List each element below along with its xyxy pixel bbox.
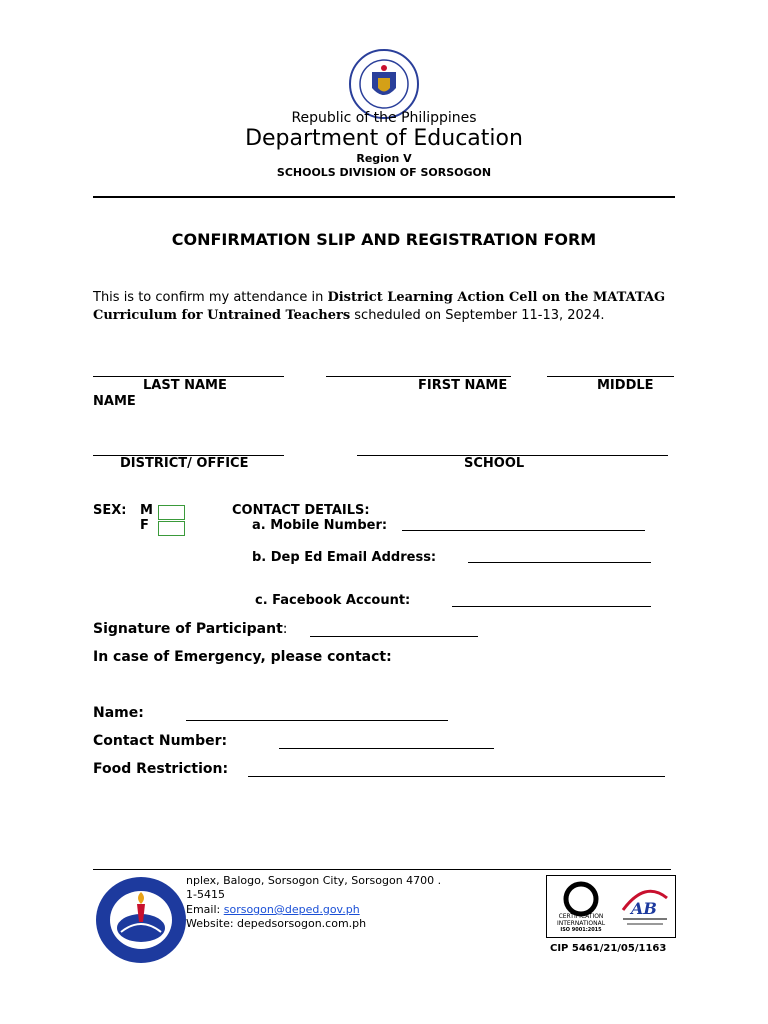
middle-label: MIDDLE [597, 378, 654, 393]
mobile-line[interactable] [402, 530, 645, 531]
intro-paragraph [93, 289, 693, 325]
intro-event-1: District Learning Action Cell on the MATATAG [327, 290, 666, 305]
sex-f-checkbox[interactable] [158, 521, 185, 536]
first-name-line[interactable] [326, 376, 511, 377]
intro-pre: This is to confirm my attendance in [93, 290, 328, 305]
signature-line[interactable] [310, 636, 478, 637]
division-logo [95, 876, 187, 964]
sex-label: SEX: [93, 503, 127, 518]
emergency-name-label: Name: [93, 705, 144, 721]
first-name-label: FIRST NAME [418, 378, 508, 393]
division-line: SCHOOLS DIVISION OF SORSOGON [276, 166, 492, 179]
cert-code: CIP 5461/21/05/1163 [550, 943, 667, 954]
last-name-label: LAST NAME [143, 378, 227, 393]
jab-accreditation-icon [617, 880, 673, 932]
footer-website: Website: depedsorsogon.com.ph [186, 917, 367, 930]
footer-address: nplex, Balogo, Sorsogon City, Sorsogon 4700 . [186, 874, 442, 887]
footer-divider [93, 869, 671, 870]
form-title: CONFIRMATION SLIP AND REGISTRATION FORM [171, 230, 597, 249]
contact-number-line[interactable] [279, 748, 494, 749]
svg-text:AB: AB [631, 899, 657, 918]
email-line[interactable] [468, 562, 651, 563]
footer-email-line [186, 903, 360, 916]
emergency-heading: In case of Emergency, please contact: [93, 649, 392, 665]
email-label: b. Dep Ed Email Address: [252, 550, 437, 565]
signature-label-text: Signature of Participant [93, 621, 283, 637]
footer-email-label: Email: [186, 903, 224, 916]
facebook-line[interactable] [452, 606, 651, 607]
certification-badge [546, 875, 676, 938]
sex-m-label: M [140, 503, 153, 518]
header-divider [93, 196, 675, 198]
contact-details-label: CONTACT DETAILS: [232, 503, 370, 518]
name-label-wrap: NAME [93, 394, 136, 409]
cert-text-2: INTERNATIONAL [556, 920, 606, 927]
last-name-line[interactable] [93, 376, 284, 377]
signature-colon: : [282, 621, 288, 637]
signature-label [93, 621, 288, 637]
intro-event-2: Curriculum for Untrained Teachers [93, 308, 351, 323]
cert-text-1: CERTIFICATION [558, 913, 604, 920]
region-line: Region V [356, 152, 412, 165]
cert-text-3: ISO 9001:2015 [560, 927, 602, 933]
emergency-name-line[interactable] [186, 720, 448, 721]
republic-line: Republic of the Philippines [291, 110, 477, 126]
sex-f-label: F [140, 518, 149, 533]
food-line[interactable] [248, 776, 665, 777]
intro-post: scheduled on September 11-13, 2024. [350, 308, 605, 323]
footer-email-link[interactable]: sorsogon@deped.gov.ph [223, 903, 360, 916]
facebook-label: c. Facebook Account: [255, 593, 411, 608]
sex-m-checkbox[interactable] [158, 505, 185, 520]
middle-name-line[interactable] [547, 376, 674, 377]
school-label: SCHOOL [464, 456, 525, 471]
district-label: DISTRICT/ OFFICE [120, 456, 249, 471]
department-title: Department of Education [245, 126, 523, 151]
footer-phone: 1-5415 [186, 888, 225, 901]
mobile-label: a. Mobile Number: [252, 518, 388, 533]
contact-number-label: Contact Number: [93, 733, 228, 749]
food-label: Food Restriction: [93, 761, 229, 777]
